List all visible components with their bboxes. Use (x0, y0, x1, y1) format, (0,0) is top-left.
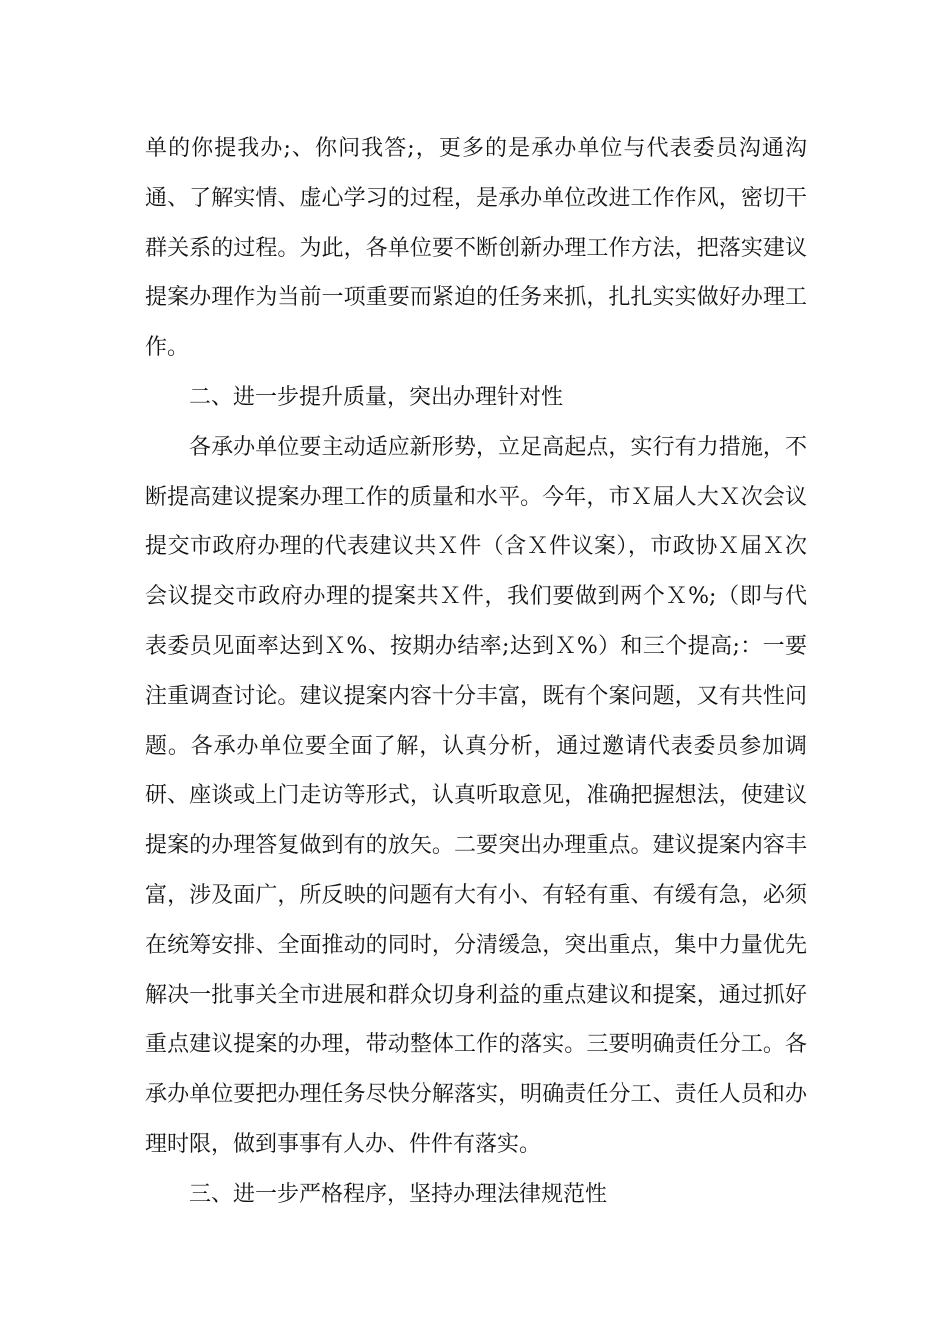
paragraph-section-2: 各承办单位要主动适应新形势，立足高起点，实行有力措施，不断提高建议提案办理工作的质量和水平。今年，市Ｘ届人大Ｘ次会议提交市政府办理的代表建议共Ｘ件（含Ｘ件议案），市政协Ｘ届Ｘ次会议提交市政府办理的提案共Ｘ件，我们要做到两个Ｘ%;（即与代表委员见面率达到Ｘ%、按期办结率;达到Ｘ%）和三个提高;：一要注重调查讨论。建议提案内容十分丰富，既有个案问题，又有共性问题。各承办单位要全面了解，认真分析，通过邀请代表委员参加调研、座谈或上门走访等形式，认真听取意见，准确把握想法，使建议提案的办理答复做到有的放矢。二要突出办理重点。建议提案内容丰富，涉及面广，所反映的问题有大有小、有轻有重、有缓有急，必须在统筹安排、全面推动的同时，分清缓急，突出重点，集中力量优先解决一批事关全市进展和群众切身利益的重点建议和提案，通过抓好重点建议提案的办理，带动整体工作的落实。三要明确责任分工。各承办单位要把办理任务尽快分解落实，明确责任分工、责任人员和办理时限，做到事事有人办、件件有落实。 (145, 434, 807, 1157)
section-heading-2: 二、进一步提升质量，突出办理针对性 (189, 384, 564, 410)
section-heading-3: 三、进一步严格程序，坚持办理法律规范性 (189, 1181, 608, 1207)
paragraph-continued: 单的你提我办;、你问我答;，更多的是承办单位与代表委员沟通沟通、了解实情、虚心学习的过程，是承办单位改进工作作风，密切干群关系的过程。为此，各单位要不断创新办理工作方法，把落实建议提案办理作为当前一项重要而紧迫的任务来抓，扎扎实实做好办理工作。 (145, 136, 807, 361)
document-page (145, 124, 807, 1220)
